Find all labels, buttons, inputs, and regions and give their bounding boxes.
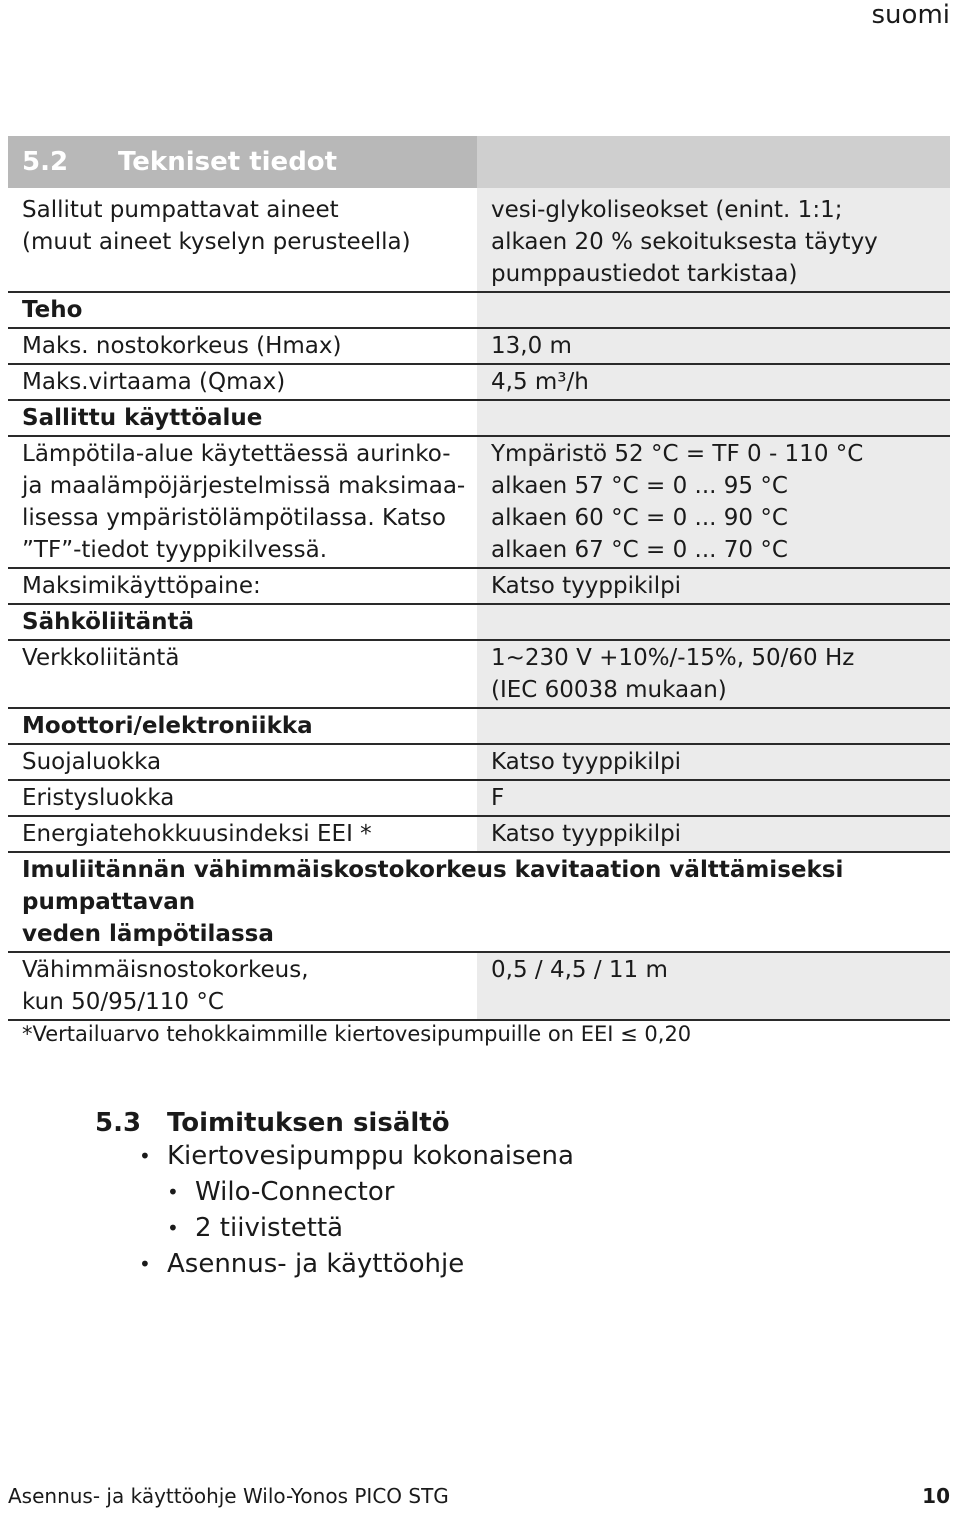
spec-value xyxy=(477,604,950,640)
spec-row xyxy=(8,328,950,364)
spec-value xyxy=(477,708,950,744)
text-line: veden lämpötilassa xyxy=(22,921,274,947)
delivery-contents-section xyxy=(95,1108,574,1282)
spec-value xyxy=(477,952,950,1020)
spec-row xyxy=(8,708,950,744)
text-line: Katso tyyppikilpi xyxy=(491,573,682,599)
spec-value xyxy=(477,436,950,568)
text-line: Imuliitännän vähimmäiskostokorkeus kavitaation välttämiseksi pumpattavan xyxy=(22,857,844,915)
spec-label xyxy=(8,400,477,436)
text-line: Sähköliitäntä xyxy=(22,609,194,635)
language-label: suomi xyxy=(871,0,950,30)
text-line: Ympäristö 52 °C = TF 0 - 110 °C xyxy=(491,441,864,467)
spec-row xyxy=(8,744,950,780)
spec-label xyxy=(8,328,477,364)
text-line: F xyxy=(491,785,505,811)
spec-label xyxy=(8,188,477,292)
text-line: Sallittu käyttöalue xyxy=(22,405,263,431)
spec-label xyxy=(8,568,477,604)
text-line: Eristysluokka xyxy=(22,785,175,811)
text-line: Katso tyyppikilpi xyxy=(491,821,682,847)
spec-value xyxy=(477,400,950,436)
page-number: 10 xyxy=(922,1484,950,1508)
text-line: ja maalämpöjärjestelmissä maksimaa- xyxy=(22,473,466,499)
list-item: • Wilo-Connector xyxy=(95,1174,574,1210)
spec-value xyxy=(477,364,950,400)
spec-value xyxy=(477,568,950,604)
spec-label xyxy=(8,744,477,780)
section-heading xyxy=(8,136,477,188)
text-line: Vähimmäisnostokorkeus, xyxy=(22,957,309,983)
section-number: 5.2 xyxy=(22,147,69,177)
section-title: Toimituksen sisältö xyxy=(167,1108,450,1138)
spec-row xyxy=(8,292,950,328)
text-line: pumppaustiedot tarkistaa) xyxy=(491,261,798,287)
spec-value xyxy=(477,188,950,292)
section-number: 5.3 xyxy=(95,1108,142,1138)
text-line: Katso tyyppikilpi xyxy=(491,749,682,775)
section-header-filler xyxy=(477,136,950,188)
text-line: vesi-glykoliseokset (enint. 1:1; xyxy=(491,197,843,223)
spec-value xyxy=(477,640,950,708)
text-line: (muut aineet kyselyn perusteella) xyxy=(22,229,411,255)
delivery-list xyxy=(95,1138,574,1282)
text-line: alkaen 57 °C = 0 ... 95 °C xyxy=(491,473,788,499)
text-line: alkaen 20 % sekoituksesta täytyy xyxy=(491,229,878,255)
text-line: 13,0 m xyxy=(491,333,572,359)
text-line: (IEC 60038 mukaan) xyxy=(491,677,727,703)
list-item: • Kiertovesipumppu kokonaisena xyxy=(95,1138,574,1174)
spec-label xyxy=(8,780,477,816)
text-line: 4,5 m³/h xyxy=(491,369,589,395)
spec-label xyxy=(8,708,477,744)
spec-value xyxy=(477,744,950,780)
eei-footnote: *Vertailuarvo tehokkaimmille kiertovesipumpuille on EEI ≤ 0,20 xyxy=(22,1022,692,1046)
text-line: Maks. nostokorkeus (Hmax) xyxy=(22,333,342,359)
spec-value xyxy=(477,328,950,364)
spec-wide-label xyxy=(8,852,950,952)
text-line: Energiatehokkuusindeksi EEI * xyxy=(22,821,372,847)
spec-row xyxy=(8,568,950,604)
section-header-row xyxy=(8,136,950,188)
text-line: Suojaluokka xyxy=(22,749,162,775)
text-line: 1~230 V +10%/-15%, 50/60 Hz xyxy=(491,645,855,671)
spec-row xyxy=(8,816,950,852)
spec-row xyxy=(8,188,950,292)
spec-row xyxy=(8,604,950,640)
text-line: Maks.virtaama (Qmax) xyxy=(22,369,286,395)
text-line: alkaen 67 °C = 0 ... 70 °C xyxy=(491,537,788,563)
spec-value xyxy=(477,816,950,852)
text-line: Teho xyxy=(22,297,83,323)
text-line: ”TF”-tiedot tyyppikilvessä. xyxy=(22,537,328,563)
text-line: alkaen 60 °C = 0 ... 90 °C xyxy=(491,505,788,531)
text-line: Sallitut pumpattavat aineet xyxy=(22,197,339,223)
list-item: • Asennus- ja käyttöohje xyxy=(95,1246,574,1282)
text-line: lisessa ympäristölämpötilassa. Katso xyxy=(22,505,446,531)
spec-label xyxy=(8,364,477,400)
text-line: 0,5 / 4,5 / 11 m xyxy=(491,957,668,983)
spec-label xyxy=(8,640,477,708)
spec-row xyxy=(8,952,950,1020)
spec-label xyxy=(8,952,477,1020)
spec-value xyxy=(477,292,950,328)
text-line: Maksimikäyttöpaine: xyxy=(22,573,261,599)
list-item: • 2 tiivistettä xyxy=(95,1210,574,1246)
spec-row xyxy=(8,780,950,816)
spec-row xyxy=(8,400,950,436)
section-heading xyxy=(95,1108,574,1138)
spec-value xyxy=(477,780,950,816)
spec-row xyxy=(8,852,950,952)
text-line: Moottori/elektroniikka xyxy=(22,713,313,739)
spec-label xyxy=(8,292,477,328)
section-title: Tekniset tiedot xyxy=(118,147,338,177)
footer-document-title: Asennus- ja käyttöohje Wilo-Yonos PICO STG xyxy=(8,1484,449,1508)
text-line: kun 50/95/110 °C xyxy=(22,989,224,1015)
text-line: Lämpötila-alue käytettäessä aurinko- xyxy=(22,441,451,467)
spec-label xyxy=(8,816,477,852)
spec-row xyxy=(8,364,950,400)
text-line: Verkkoliitäntä xyxy=(22,645,180,671)
spec-row xyxy=(8,640,950,708)
spec-label xyxy=(8,436,477,568)
spec-row xyxy=(8,436,950,568)
spec-label xyxy=(8,604,477,640)
technical-data-table xyxy=(8,136,950,1021)
